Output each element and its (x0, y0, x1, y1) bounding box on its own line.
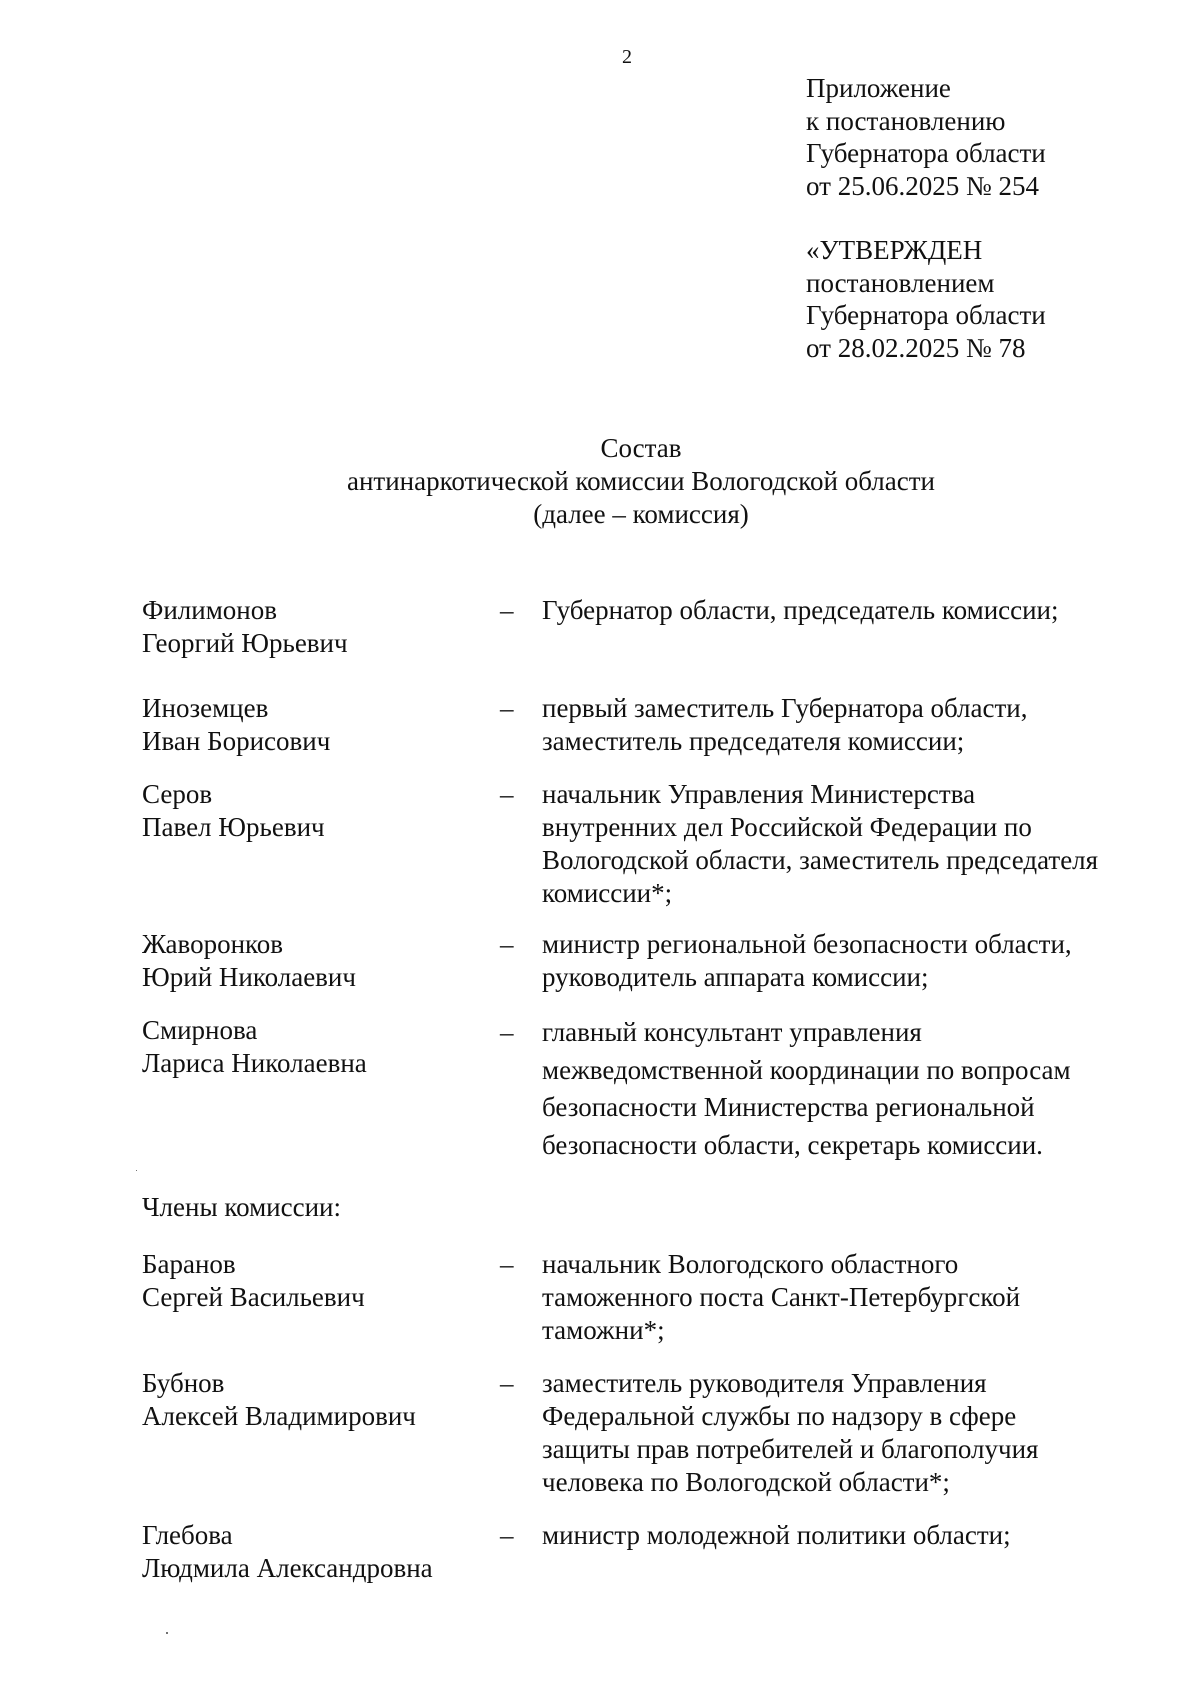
member-name (142, 1248, 482, 1314)
role-line: комиссии*; (542, 878, 673, 908)
scan-speck (136, 1170, 137, 1171)
member-role (542, 928, 1142, 994)
approval-line: Губернатора области (806, 300, 1046, 330)
member-dash: – (500, 1368, 514, 1398)
role-line: защиты прав потребителей и благополучия (542, 1434, 1039, 1464)
member-given-name: Сергей Васильевич (142, 1282, 365, 1312)
member-role (542, 594, 1142, 627)
role-line: начальник Управления Министерства (542, 779, 976, 809)
role-line: главный консультант управления (542, 1017, 922, 1047)
approval-line: «УТВЕРЖДЕН (806, 235, 983, 265)
role-line: руководитель аппарата комиссии; (542, 962, 929, 992)
role-line: Федеральной службы по надзору в сфере (542, 1401, 1017, 1431)
member-role (542, 1014, 1142, 1164)
role-line: Губернатор области, председатель комиссии; (542, 595, 1059, 625)
role-line: Вологодской области, заместитель председателя (542, 845, 1099, 875)
member-dash: – (500, 779, 514, 809)
member-dash: – (500, 1249, 514, 1279)
member-surname: Филимонов (142, 595, 277, 625)
role-line: начальник Вологодского областного (542, 1249, 959, 1279)
approval-block (806, 234, 1046, 364)
member-given-name: Юрий Николаевич (142, 962, 356, 992)
role-line: министр молодежной политики области; (542, 1520, 1011, 1550)
member-name (142, 594, 482, 660)
role-line: таможенного поста Санкт-Петербургской (542, 1282, 1021, 1312)
member-name (142, 1519, 482, 1585)
member-surname: Глебова (142, 1520, 233, 1550)
scan-speck (166, 1632, 168, 1634)
approval-line: постановлением (806, 267, 995, 298)
member-name (142, 1014, 482, 1080)
member-surname: Серов (142, 779, 213, 809)
title-line: (далее – комиссия) (533, 499, 749, 529)
member-dash: – (500, 1520, 514, 1550)
appendix-line: Губернатора области (806, 138, 1046, 168)
member-name (142, 778, 482, 844)
member-surname: Бубнов (142, 1368, 225, 1398)
member-surname: Жаворонков (142, 929, 284, 959)
member-name (142, 928, 482, 994)
role-line: человека по Вологодской области*; (542, 1467, 950, 1497)
member-surname: Баранов (142, 1249, 236, 1279)
members-section-label: Члены комиссии: (142, 1192, 341, 1222)
title-line: Состав (600, 433, 682, 463)
role-line: министр региональной безопасности области, (542, 929, 1072, 959)
member-name (142, 1367, 482, 1433)
member-surname: Смирнова (142, 1015, 258, 1045)
role-line: заместитель руководителя Управления (542, 1368, 987, 1398)
role-line: заместитель председателя комиссии; (542, 726, 965, 756)
appendix-block (806, 72, 1046, 202)
member-role (542, 1367, 1142, 1499)
member-given-name: Алексей Владимирович (142, 1401, 416, 1431)
role-line: безопасности области, секретарь комиссии. (542, 1129, 1043, 1160)
appendix-line: к постановлению (806, 105, 1006, 136)
member-role (542, 1519, 1142, 1552)
member-given-name: Павел Юрьевич (142, 812, 325, 842)
role-line: первый заместитель Губернатора области, (542, 693, 1028, 723)
member-role (542, 778, 1142, 910)
role-line: внутренних дел Российской Федерации по (542, 812, 1032, 842)
approval-line: от 28.02.2025 № 78 (806, 332, 1026, 363)
member-dash: – (500, 1017, 514, 1047)
title-line: антинаркотической комиссии Вологодской области (347, 466, 935, 496)
member-name (142, 692, 482, 758)
role-line: таможни*; (542, 1315, 665, 1345)
member-dash: – (500, 595, 514, 625)
member-given-name: Иван Борисович (142, 726, 331, 756)
role-line: межведомственной координации по вопросам (542, 1054, 1071, 1085)
member-given-name: Георгий Юрьевич (142, 628, 348, 658)
member-given-name: Лариса Николаевна (142, 1048, 367, 1078)
member-given-name: Людмила Александровна (142, 1553, 433, 1583)
document-title (0, 432, 1200, 531)
member-dash: – (500, 693, 514, 723)
appendix-line: Приложение (806, 73, 951, 103)
page-number: 2 (622, 46, 632, 68)
appendix-line: от 25.06.2025 № 254 (806, 170, 1039, 201)
member-role (542, 1248, 1142, 1347)
member-dash: – (500, 929, 514, 959)
member-surname: Иноземцев (142, 693, 269, 723)
role-line: безопасности Министерства региональной (542, 1092, 1035, 1122)
member-role (542, 692, 1142, 758)
